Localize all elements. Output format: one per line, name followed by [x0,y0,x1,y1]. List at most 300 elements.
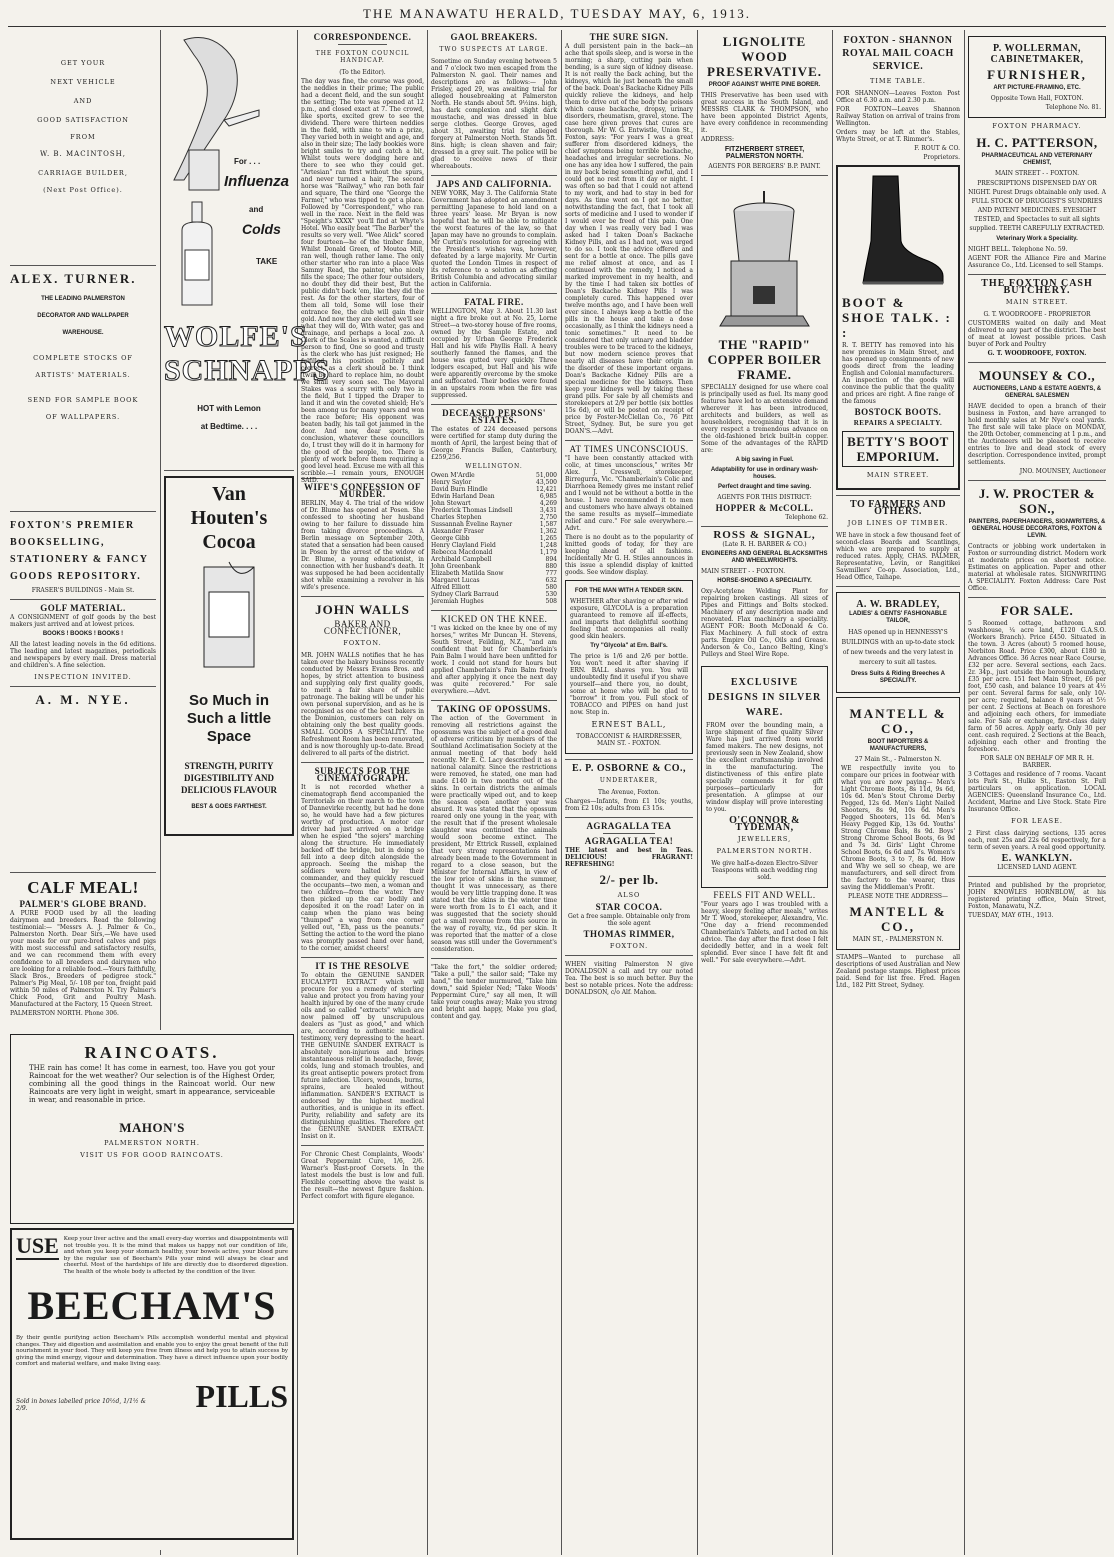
estate-row [431,486,557,493]
section-heading: FEELS FIT AND WELL. [713,890,816,900]
divider [10,872,156,873]
estate-value: 4,269 [539,500,557,507]
ad-signature: ERNEST BALL, [591,720,667,729]
estate-name: Alexander Fraser [431,528,484,535]
article-body: The estates of 224 deceased persons were certified for stamp duty during the month of April, the largest being that of George Francis Bullen, Canterbury, £259,256. [431,426,557,461]
ad-text: WHETHER after shaving or after wind exposure, GLYCOLA is a preparation guaranteed to remove all ill-effects, and imparts that delightful soothing feeling that accompanies all really good skin healers. [570,598,688,640]
divider [10,686,156,687]
copper-boiler-illustration [701,181,828,331]
ad-address: TOBACCONIST & HAIRDRESSER, MAIN ST. - FOXTON. [576,733,682,747]
ad-line: THE LEADING PALMERSTON [41,296,125,302]
column-3 [301,30,424,1555]
estate-row [431,500,557,507]
ad-line: Veterinary Work a Speciality. [996,236,1078,242]
ad-text: THE latest and best in Teas. DELICIOUS! FRAGRANT! REFRESHING! [565,847,693,868]
article-body: To obtain the GENUINE SANDER EUCALYPTI EXTRACT which will procure for you a remedy of sterling value and protect you from having your health injured by one of the many crude oils and so called "extracts" which are now palmed off by unscrupulous dealers as "just as good," and which are, according to authentic medical testimony, very depressing to the heart. THE GENUINE SANDER EXTRACT is absolutely non-injurious and brings instantaneous relief in headache, fever, colds, lung and stomach troubles, and its great antiseptic powers protect from future infection. Ulcers, wounds, burns, sprains, are healed without inflammation. SANDER'S EXTRACT is endorsed by the highest medical authorities, and is unique in its effect. Purity, reliability and safety are its distinguishing qualities. Therefore get the GENUINE SANDER EXTRACT. Insist on it. [301,972,424,1140]
ad-text: CUSTOMERS waited on daily and Meat delivered to any part of the district. The best of meat at lowest possible prices. Cash buyer of Pork and Poultry [968,320,1106,348]
estate-name: Rebecca Macdonald [431,549,493,556]
section-heading: IT IS THE RESOLVE [315,961,410,971]
ad-word: USE [16,1233,59,1258]
column-divider [561,30,562,1555]
ad-line: W. B. MACINTOSH, [39,150,127,158]
ad-signature: MAHON'S [119,1120,185,1135]
article-body: The day was fine, the course was good, the neddies in their prime; The public had a decent field, and the sun sought the setting; The tote was opened at 12 p.m., and closed exact at 7. The crowd, like sports, excited grew to see the dividend. There were thirteen neddies in the field, with nine to win a prize, They varied both in weight and age, and also in their size; The lady bookies wore bright smiles to try and catch a bit, Whilst touts were dodging here and there to see who they could get. "Artesian" ran first without the spurs, and never turned a hair, The second horse was "Railway," who ran both fair and square, The third one "George the Farmer," who was tipped to get a place. Followed by "Correspondent," who ran well in the race. Next in the field was "Speight's XXXX" you'll find at Whyte's Hotel. Who easily beat "The Barber" the results so very well. "Wee Alick" scored four fourteen—he of the timber fame, Whilst Donald Green, of Moutoa Mill, ran well, though rather lame. The only other starter who ran into a place Was Sammy Read, the painter, who nicely fills the space; The other four outsiders, no doubt they did their best, But the public didn't back 'em, like they did the rest. As for the other starters, four of them all told, Some will lose their entrance fee, the club will gain their gold. And now they are elected we'll see what they will do, With water, gas and drainage, and perhaps a local zoo. A Clerk of the Scales is wanted, a difficult person to find, One so good and trusty as the clerk who has just resigned; He fulfilled his position politely and correct, as a clerk should be. I think 'twill be hard to replace him, no doubt we shall very soon see. The Mayoral Stakes was a scurry with only two in the field, But I tipped the Draper to land it and win the coveted shield; He's been among us for many years and won the race before; His opponent was beaten badly, his tail got jammed in the door. And now, dear sports, in conclusion, whatever these councillors do, I trust they will do it in harmony for the good of the people, too. There is plenty of work before them requiring a good level head. Excuse me with all this scribble.—I remain yours, ENOUGH SAID. [301,78,424,484]
estate-name: Alfred Elliott [431,584,471,591]
ad-line: (Next Post Office). [43,186,123,194]
estate-value: 51,000 [536,472,557,479]
ad-brand: WOLFE'S SCHNAPPS [164,320,331,387]
ad-line: WAREHOUSE. [62,330,104,336]
ad-line: CARRIAGE BUILDER, [38,169,128,177]
divider [603,833,654,834]
estate-name: Frederick Thomas Lindsell [431,507,513,514]
ad-text: All the latest leading novels in the 6d editions. The leading and latest magazines, periodicals and newspapers by every mail. Dress material and children's. A fine selection. [10,641,156,669]
ad-title: RAINCOATS. [84,1043,220,1062]
ad-title: JOHN WALLS [315,602,410,617]
ad-signature: O'CONNOR & TYDEMAN, [729,815,800,833]
ad-signature: JNO. MOUNSEY, Auctioneer [1019,468,1106,475]
ad-text: The price is 1/6 and 2/6 per bottle. You won't need it after shaving if ERN. BALL shaves you. You will undoubtedly find it useful if you shave yourself—and there you, no doubt, some at home who will be glad to "borrow" it from you. Full stock of TOBACCO and PIPES on hand just now. Step in. [570,653,688,716]
mantell-ad [836,697,960,950]
ad-line: OF WALLPAPERS. [45,413,121,421]
section-heading: JAPS AND CALIFORNIA. [436,179,552,189]
article-body: "I have been constantly attacked with colic, at times unconscious," writes Mr Alex. J. Cresswell, storekeeper, Birregurra, Vic. "Chamberlain's Colic and Diarrhoea Remedy gives me instant relief and I would not be without a bottle in the house. I have recommended it to men and customers who have always obtained the same results as myself—immediate relief and cure." For sale everywhere.—Advt. [565,455,693,532]
estate-name: George Gibb [431,535,470,542]
ad-title: FOR THE MAN WITH A TENDER SKIN. [574,588,684,594]
ad-title: ROSS & SIGNAL, [713,529,816,541]
imprint-date: TUESDAY, MAY 6TH., 1913. [968,912,1054,919]
ad-address: MAIN ST., - PALMERSTON N. [852,936,944,943]
article-subheading: TWO SUSPECTS AT LARGE. [439,46,549,53]
ad-title: FURNISHER, [987,67,1087,82]
section-heading: GAOL BREAKERS. [450,32,538,42]
ad-text: WE have in stock a few thousand feet of second-class Boards and Scantlings, which we are prepared to supply at reduced rates. Apply, CHAS. PALMER, Representative, Levin, or Rangitikei Sawmillers' Co-op. Association, Ltd., Head Office, Taihape. [836,532,960,581]
estate-row [431,528,557,535]
estate-name: Edwin Harland Dean [431,493,495,500]
ad-text: 3 Cottages and residence of 7 rooms. Vacant lots Park St., Hulke St., Easton St. Full particulars on application. LOCAL AGENCIES: Queensland Insurance Co., Ltd. Accident, Marine and Live Stock. State Fire Insurance Office. [968,771,1106,813]
ad-line: PLEASE NOTE THE ADDRESS— [847,893,949,900]
ad-address: MAIN STREET. [866,471,930,479]
ad-brand: BEECHAM'S [27,1283,277,1328]
ad-line: G. T. WOODROOFE - PROPRIETOR [983,311,1091,318]
divider [431,700,557,701]
article-body: "Four years ago I was troubled with a heavy, sleepy feeling after meals," writes Mr T. Wood, storekeeper, Alexandra, Vic. "One day a friend recommended Chamberlain's Tablets, and I acted on his advice. The day after the first dose I felt decidedly better, and in a week felt splendid. Ever since I have felt fit and well." For sale everywhere.—Advt. [701,901,828,964]
wolfes-schnapps-ad [164,30,331,465]
ad-tagline: So Much in Such a little Space [186,692,272,745]
article-body: "Take the fort," the soldier ordered; "Take a pull," the sailor said; "Take my hand," the tender murmured, "Take him down," said Spieler Ned; "Take Woods' Peppermint Cure," say all men, It will take your coughs away; Make you strong and bright and happy, Make you glad, content and gay. [431,964,557,1020]
divider [10,599,156,600]
divider [431,610,557,611]
ad-address: MAIN STREET. [1005,298,1069,306]
section-heading: FATAL FIRE. [464,297,524,307]
ad-line: GOOD SATISFACTION [37,116,129,124]
ad-text: 5 Roomed cottage, bathroom and washhouse, ¼ acre land, £120 G.A.S.O. (Workers Branch). Price £450. Situated in the town. 3 Acres (about) 5 roomed house, Norbiton Road. Price £300, about £180 in Advances Office. 36 Acres near Race Course, £32 per acre. Several sections, each 2acs. 2r. 34p., just outside the borough boundary, £35 per acre. 151 feet Main Street, £6 per foot, £50 cash, and balance 10 years at 4½ per cent. Several farms for sale, only 10/- per acre; required, balance 8 years at 5½ per cent. 2 Sections at Beach on foreshore and adjoining each others, for immediate sale. For Sale or exchange, first-class dairy farm of 50 acres. Apply early. Only 30 per cent. cash required. 2 Sections at the Beach, adjoining each other and fronting the foreshore. [968,620,1106,753]
divider [301,1145,424,1146]
estate-row [431,535,557,542]
ad-title: FOXTON PHARMACY. [992,122,1082,130]
estate-row [431,521,557,528]
ad-line: INSPECTION INVITED. [34,673,132,681]
ad-signature: THOMAS RIMMER, [583,929,675,939]
ad-subtitle: LADIES' & GENTS' FASHIONABLE TAILOR, [849,611,947,624]
ad-line: AGENTS FOR BERGERS' B.P. PAINT. [708,163,821,170]
ad-title: H. C. PATTERSON, [976,135,1098,150]
estate-value: 1,265 [539,535,557,542]
estate-name: Sydney Clark Barraud [431,591,499,598]
ad-line: and [249,205,264,214]
masthead: THE MANAWATU HERALD, TUESDAY MAY, 6, 1913. [363,6,751,21]
article-body: BERLIN, May 4. The trial of the widow of Dr. Blume has opened at Posen. She confessed to shooting her husband owing to her failure to dissuade him from taking divorce proceedings. A Berlin message on September 20th, stated that a sensation had been caused in Posen by the arrest of the widow of Dr. Blume, a young educationist, in connection with her husband's death. It was supposed he had been accidentally shot while examining a revolver in his wife's presence. [301,500,424,591]
ad-title: BOOT & SHOE TALK. : : [842,295,952,340]
ad-line: STRENGTH, PURITY DIGESTIBILITY AND DELICIOUS FLAVOUR [181,761,277,795]
divider [338,44,387,45]
estate-row [431,563,557,570]
ad-subtitle: JOB LINES OF TIMBER. [847,519,949,527]
ad-text: 2 First class dairying sections, 135 acres each, rent 25s and 22s 6d respectively, for a term of seven years. A real good opportunity. [968,830,1106,851]
ad-subtitle: TIME TABLE. [870,77,926,85]
divider [164,470,294,471]
divider [431,958,557,959]
ad-line: NEXT VEHICLE [50,78,116,86]
article-body: For Chronic Chest Complaints, Woods' Great Peppermint Cure, 1/6, 2/6. Warner's Rust-proof Corsets. In the latest models the bust is low and full. Flexible corsetting above the waist is the result—the newest figure fashion. Perfect comfort with figure elegance. [301,1151,424,1200]
divider [968,274,1106,275]
estate-name: Charles Stephen [431,514,482,521]
schnapps-bottle-icon [172,200,222,310]
divider [565,759,693,760]
ad-phone: Telephone 62. [785,514,828,521]
divider [301,478,424,479]
estate-value: 777 [545,570,557,577]
estate-name: Sussannah Eveline Rayner [431,521,513,528]
ad-text: THE rain has come! It has come in earnest, too. Have you got your Raincoat for the wet weather? Our selection is of the Highest Order, combining all the good things in the Raincoat world. Our new Raincoats are very light in weight, smart in appearance, serviceable in wear, and reasonable in price. [29,1064,275,1104]
estate-value: 1,248 [539,542,557,549]
ad-line: Dress Suits & Riding Breeches A SPECIALITY. [851,671,945,684]
estate-row [431,493,557,500]
ad-signature: F. ROUT & CO. [914,145,960,152]
estate-value: 632 [545,577,557,584]
ad-address: PALMERSTON NORTH. [104,1139,200,1147]
ad-text: Orders may be left at the Stables, Whyte Street, or at T. Rimmer's. [836,129,960,143]
ad-address: PALMERSTON NORTH. Phone 306. [10,1010,119,1017]
ad-subtitle: FOR LEASE. [1011,817,1063,825]
ad-text: FROM over the bounding main, a large shipment of fine quality Silver Ware has just arrived from world famed makers. The new designs, not previously seen in New Zealand, show the excellent craftsmanship involved in the manufacturing. The distinctiveness of this entire plate specially commends it for gift purposes—particularly for presentation. A glimpse at our window display will prove interesting to you. [706,722,823,813]
ad-text: A CONSIGNMENT of golf goods by the best makers just arrived and at lowest prices. [10,614,156,628]
imprint: Printed and published by the proprietor, JOHN KNOWLES HORNBLOW, at his registered printing office, Main Street, Foxton, Manawatu, N.Z. [968,882,1106,910]
nye-ad [10,517,156,867]
divider [701,175,828,176]
turner-ad [10,271,156,506]
section-heading: AT TIMES UNCONSCIOUS. [569,444,689,454]
raincoats-ad [10,1034,294,1224]
ad-text: SPECIALLY designed for use where coal is principally used as fuel. Its many good features have led to an extensive demand wherever it has been introduced, architects and builders, as well as householders, recognising that it is in every respect a tremendous advance on the old-fashioned brick built-in copper. Some of the advantages of the RAPID are: [701,384,828,454]
ernest-ball-ad [565,580,693,754]
divider [565,817,693,818]
ad-title: ALEX. TURNER. [10,271,137,286]
ad-line: A big saving in Fuel. [735,457,794,463]
ad-signature: MANTELL & CO., [849,904,947,934]
estate-value: 3,431 [539,507,557,514]
article-body: WELLINGTON, May 3. About 11.30 last night a fire broke out at No. 25, Lorne Street—a two-storey house of five rooms, owned by the Sample Estate, and occupied by Urban George Frederick Hall and his wife Phyllis Hall. A heavy southerly fanned the flames, and the house was gutted very quickly. Three lodgers escaped, but Hall and his wife were apparently overcome by the smoke and suffocated. Their bodies were found in an upstairs room when the fire was suppressed. [431,308,557,399]
article-body: "I was kicked on the knee by one of my horses," writes Mr Duncan H. Stevens, South Street, Feilding, N.Z., "and am confident that but for Chamberlain's Pain Balm I would have been unfitted for work. I could not stand for hours but applied Chamberlain's Pain Balm freely and after applying it once the next day was quite recovered." For sale everywhere.—Advt. [431,625,557,695]
article-body: There is no doubt as to the popularity of knitted goods of today, for they are keeping ahead of all fashions. Incidentally Mr G. H. Stiles announces in this issue a splendid display of knitted goods. See window display. [565,534,693,576]
column-divider [697,30,698,1555]
boot-illustration [843,171,953,291]
divider [701,526,828,527]
ad-line: ALSO [617,891,641,899]
ad-word: PILLS [195,1377,288,1414]
column-divider [297,30,298,1555]
estate-value: 1,179 [539,549,557,556]
ad-line: FROM [70,133,96,141]
section-heading: TAKING OF OPOSSUMS. [437,704,551,714]
ad-address: FOXTON. [609,942,649,950]
ad-title: AGRAGALLA TEA [586,821,672,831]
divider [968,362,1106,363]
ad-title: MANTELL & CO., [849,706,947,736]
estate-value: 1,362 [539,528,557,535]
divider [968,597,1106,598]
column-5 [565,30,693,1555]
betty-boot-ad [836,165,960,490]
ad-subtitle: AUCTIONEERS, LAND & ESTATE AGENTS, & GENERAL SALESMEN [972,386,1102,399]
ad-subtitle: ENGINEERS AND GENERAL BLACKSMITHS AND WHEELWRIGHTS. [701,551,828,564]
ad-signature: A. M. NYE. [35,692,131,707]
estate-row [431,542,557,549]
ad-text: Charges—Infants, from £1 10s; youths, from £2 10s; adults from £3 15s. [565,798,693,812]
ad-line: STAR COCOA. [595,902,663,912]
cocoa-tin-icon [199,562,259,672]
ad-subtitle: PALMER'S GLOBE BRAND. [19,899,147,909]
divider [301,957,424,958]
ad-subtitle: UNDERTAKER, [599,777,659,784]
ad-phone: Telephone No. 81. [1045,104,1101,111]
ad-title: CALF MEAL! [27,878,139,897]
ad-signature: E. WANKLYN. [1001,853,1073,864]
silverware-ad [701,666,828,888]
estate-value: 12,421 [536,486,557,493]
divider [431,175,557,176]
ad-heading: BOOKS ! BOOKS ! BOOKS ! [42,631,124,637]
ad-subtitle: JEWELLERS, [737,835,792,843]
estate-name: Henry Saylor [431,479,472,486]
section-heading: SUBJECTS FOR THE CINEMATOGRAPH. [314,766,411,783]
masthead-rule [8,26,1106,27]
ad-text: PRESCRIPTIONS DISPENSED DAY OR NIGHT. Purest Drugs obtainable only used. A FULL STOCK OF DRUGGIST'S SUNDRIES AND PATENT MEDICINES. EYESIGHT TESTED, and Spectacles to suit all sights supplied. TEETH CAREFULLY EXTRACTED. [968,180,1106,232]
van-houten-ad [164,476,294,836]
column-8 [968,30,1106,1555]
ad-address: MAIN STREET - - FOXTON. [701,568,786,575]
ad-line: Adaptability for use in ordinary wash-houses. [710,467,819,480]
article-body: NEW YORK, May 3. The California State Government has adopted an amendment permitting Japanese to hold land on a three years' lease. Mr Bryan is now hopeful that he will be able to mitigate the worst features of the law, so that Japan may have no grounds to complain. Mr Curtin's resolution for agreeing with the President's wishes was, however, defeated by a large majority. Mr Curtin quoted the London Times in respect of its reference to a solution as affecting British Columbia and advocating similar action in California. [431,190,557,288]
ad-text: WE respectfully invite you to compare our prices in footwear with what you are now paying— Men's Light Chrome Boots, 8s 11d, 9s 6d, 10s 6d. Men's Stout Chrome Derby Pegged, 12s 6d. Men's Light Nailed Shooters, 8s 9d, 10s 6d. Men's Pegged Shooters, 11s 6d. Men's Heavy Pegged Kip, 13s 6d. Youths' Strong Chrome Bals, 8s 9d. Boys' Strong Chrome School Boots, 6s 9d and 7s 3d. Girls' Light Chrome School Boots, 6s 6d and 7s. Women's Chrome Boots, 3 to 7, 8s 6d. How and Why we sell so cheap, we are manufacturers, and sell direct from the factory to the wearer, thus saving the Middleman's Profit. [841,765,955,891]
ad-brand: Van Houten's Cocoa [190,483,268,553]
estate-name: John Stewart [431,500,471,507]
ad-text: Get a free sample. Obtainable only from the sole agent [567,913,691,927]
ad-address: MAIN STREET - - FOXTON. [994,170,1080,177]
section-heading: DECEASED PERSONS' ESTATES. [442,408,546,425]
estate-value: 508 [545,598,557,605]
column-divider [832,30,833,1555]
ad-line: Influenza [224,173,290,190]
divider [968,876,1106,877]
ad-title: EXCLUSIVE DESIGNS IN SILVER WARE. [707,677,822,718]
ad-title: THE FOXTON CASH BUTCHERY. [981,278,1093,296]
ad-signature: G. T. WOODROOFE, FOXTON. [987,350,1087,357]
estate-name: Henry Clayland Field [431,542,496,549]
article-dateline: (To the Editor). [339,69,386,76]
ad-subtitle: BOOT IMPORTERS & MANUFACTURERS, [867,739,929,752]
ad-signature: Proprietors. [923,154,960,161]
ad-line: Perfect draught and time saving. [717,484,812,490]
ad-title: THE "RAPID" COPPER BOILER FRAME. [707,337,822,382]
ad-text: AGENT FOR the Alliance Fire and Marine Assurance Co., Ltd. Licensed to sell Stamps. [968,255,1106,269]
estate-value: 880 [545,563,557,570]
article-body: It is not recorded whether a cinematograph fiend accompanied the Territorials on their march to the town of Dannevirke recently, but had he done so, he would have had a few pictures worthy of production. A motor car driver had just arrived on a bridge when he espied "the sojers" marching along the structure. He immediately backed off the bridge, but in doing so fell into a deep ditch alongside the approach. Seeing the mishap the soldiers were halted by their commander, and they quickly rescued the occupants—two men, a woman and two children—from the water. They then picked up the car bodily and deposited it on the road! Later on in camp when the piano was being "thumped" a wag from one corner yelled out, "Eh, pass us the peanuts." Setting the action to the word the piano was promptly passed hand over hand, to the corner, amidst cheers! [301,784,424,952]
ad-text: A PURE FOOD used by all the leading dairymen and breeders. Read the following testimonial:— "Messrs A. J. Palmer & Co., Palmerston North. Dear Sirs,—We have used your meals for our pure-bred calves and pigs with most successful and satisfactory results, and we can recommend them with every confidence to all breeders and dairymen who are looking for a reliable food.—Yours faithfully, Slack Bros., Breeders of pedigree stock." Palmer's Pig Meal, 5/- 108 per ton, freight paid within 50 miles of Palmerston N. Try Palmer's Chick Food, Grit and Poultry Mash. Manufactured at the Factory, 15 Queen Street. [10,910,156,1008]
ad-line: ARTISTS' MATERIALS. [35,371,131,379]
ad-title: E. P. OSBORNE & CO., [571,763,687,774]
divider [565,955,693,956]
ad-label: AGENTS FOR THIS DISTRICT: [717,494,812,501]
ad-line: at Bedtime. . . . [200,422,258,431]
ad-text: We give half-a-dozen Electro-Silver Teaspoons with each wedding ring sold. [711,860,818,881]
ad-line: AND [73,97,93,105]
divider [431,404,557,405]
estate-name: Jeremiah Hughes [431,598,484,605]
ad-heading: GOLF MATERIAL. [40,603,126,613]
ad-line: SEND FOR SAMPLE BOOK [27,396,139,404]
divider [431,293,557,294]
ad-subtitle: CABINETMAKER, [990,54,1084,65]
bradley-ad [836,592,960,693]
ad-signature: BETTY'S BOOT EMPORIUM. [842,431,954,467]
article-body: A dull persistent pain in the back—an ache that spoils sleep, and is worse in the morning; a sharp, cutting pain when bending, is a sure sign of kidney disease. It is not really the back aching, but the kidneys, which lie just beneath the small of the back. Doan's Backache Kidney Pills quickly relieve the kidneys, and help them to drive out of the body the poisons which cause backache, dropsy, urinary disorders, rheumatism, gravel, stone. The case here given proves that cures are thorough. Mr W. G. Entwistle, Union St., Foxton, says: "For years I was a great sufferer from disordered kidneys, the chief symptoms being terrible backache, headaches and irregular secretions. No one has any idea how I suffered, the pain in my back being something awful, and I could get no rest from it day or night. I was often so bad that I could not attend to my work, and had to stay in bed for days. As time went on I got no better, notwithstanding the fact, that I took all sorts of medicine and I used to wonder if I would ever be freed of this pain. One day when I was really very bad I was asked had I taken Doan's Backache Kidney Pills, and as I had not, was urged to do so. I took the advice offered and sent for a bottle at once. The pills gave me relief almost at once, and as I continued with the remedy, I noticed a marked improvement in my health, and by the time I had taken six bottles of Doan's Backache Kidney Pills I was completely cured. This happened over twelve months ago, and I have been well ever since. I always keep a bottle of the pills in the house and take a dose occasionally, as I think the kidneys need a tonic sometimes." It need to be considered that only urinary and bladder troubles were to be traced to the kidneys, but now modern science proves that nearly all diseases have their origin in the disorder of these important organs. Doan's Backache Kidney Pills are a special medicine for the kidneys. Then keep your kidneys well by taking these grand pills. For sale by all chemists and storekeepers at 2/9 per bottle (six bottles 15s 6d), or will be posted on receipt of price by Foster-McClellan Co., 76 Pitt Street, Sydney. But, be sure you get DOAN'S.—Advt. [565,43,693,435]
estate-value: 1,587 [539,521,557,528]
ad-line: HOT with Lemon [197,404,261,413]
hand-pointing-illustration [164,30,294,190]
estate-row [431,598,557,605]
ad-address: FRASER'S BUILDINGS - Main St. [31,587,135,594]
estate-value: 580 [545,584,557,591]
ad-text: R. T. BETTY has removed into his new premises in Main Street, and has opened up consignments of new goods direct from the leading English and Colonial manufacturers. An inspection of the goods will convince the public that the quality and prices are right. A fine range of the famous [842,342,954,405]
ad-subtitle: PHARMACEUTICAL AND VETERINARY CHEMIST, [981,153,1093,166]
ad-text: By their gentle purifying action Beecham's Pills accomplish wonderful mental and physical changes. They aid digestion and assimilation and enable you to enjoy the great benefit of the full nourishment in your food. They will keep you free from illness and help you to attain success by giving the mind energy, vigour and determination. They have a direct influence upon your bodily comfort and material welfare, and make living easy. [16,1335,288,1367]
column-6 [701,30,828,1555]
ad-title: FOXTON - SHANNON ROYAL MAIL COACH SERVICE. [842,35,954,72]
ad-line: ART PICTURE-FRAMING, ETC. [993,85,1081,91]
ad-title: MOUNSEY & CO., [978,368,1096,383]
ad-line: DECORATOR AND WALLPAPER [37,313,129,319]
ad-line: FOR SALE ON BEHALF OF MR R. H. BARBER. [980,755,1094,769]
ad-line: NIGHT BELL. Telephone No. 59. [968,246,1068,253]
section-heading: CORRESPONDENCE. [313,32,412,42]
beecham-ad [10,1228,294,1540]
ad-line: TAKE [256,257,278,266]
estate-name: Elizabeth Matilda Snow [431,570,504,577]
divider [968,480,1106,481]
estate-row [431,514,557,521]
section-heading: WIFE'S CONFESSION OF MURDER. [303,482,422,499]
ad-price: 2/- per lb. [599,872,659,887]
ad-title: FOR SALE. [1000,603,1074,618]
ad-title: LIGNOLITE WOOD PRESERVATIVE. [706,34,822,79]
ad-text: HAVE decided to open a branch of their business in Foxton, and have arranged to hold monthly sales at Mr Nye's coal yards. The first sale will take place on MONDAY, the 20th October, commencing at 1 p.m., and the Auctioneers will be pleased to receive entries to live and dead stock of every description. Correspondence invited, prompt settlements. [968,403,1106,466]
ad-text: THIS Preservative has been used with great success in the South Island, and MESSRS CLARK & THOMPSON, who have been appointed District Agents, have every confidence in recommending it. [701,92,828,134]
estate-name: Archibald Campbell [431,556,492,563]
estate-row [431,570,557,577]
ad-subtitle: LICENSED LAND AGENT. [997,864,1077,871]
ad-address: The Avenue, Foxton. [597,789,661,796]
divider [565,440,693,441]
ad-title: TO FARMERS AND OTHERS. [849,499,947,517]
ad-text: STAMPS—Wanted to purchase all descriptions of used Australian and New Zealand postage stamps. Highest prices paid. Send for list free. Fred. Hagen Ltd., 182 Pitt Street, Sydney. [836,954,960,989]
ad-text: Oxy-Acetylene Welding Plant for repairing broken castings. All sizes of Pipes and Fittings and Bolts stocked. Machinery of any description made and renovated. Flax machinery a speciality. AGENT FOR: Booth McDonald & Co. Flax Machinery. A full stock of extra parts. Empire Oil Co., Oils and Grease. Anderson & Co., Lanco Belting, King's Pulleys and Steel Wire Rope. [701,588,828,658]
ad-line: GET YOUR [60,59,106,67]
ad-text: Keep your liver active and the small every-day worries and disappointments will not trouble you. It is the mind that makes us happy not our condition of life, and when you keep your stomach healthy, your bowels active, your blood pure by the regular use of Beecham's Pills your mind will always be clear and cheerful. Most of the hardships of life are directly due to disordered digestion. The health of the whole body is affected by the condition of the liver. [63,1236,288,1275]
ad-address: 27 Main St., - Palmerston N. [854,756,942,763]
estate-name: Margaret Lucas [431,577,480,584]
ad-text: HAS opened up in HENNESSY'S BUILDINGS with an up-to-date stock of new tweeds and the very latest in mercery to suit all tastes. [841,629,955,666]
estate-list [431,472,557,605]
column-divider [964,30,965,1555]
estate-value: 2,750 [539,514,557,521]
divider [836,495,960,496]
ad-line: VISIT US FOR GOOD RAINCOATS. [80,1151,224,1159]
ad-line: BEST & GOES FARTHEST. [191,804,267,810]
ad-subtitle: PROOF AGAINST WHITE PINE BORER. [708,82,821,88]
estate-row [431,507,557,514]
ad-text: Contracts or jobbing work undertaken in Foxton or surrounding district. Modern work at moderate prices on shortest notice. Estimates on application. Paper and other material at wholesale rates. SIGNWRITING A SPECIALITY. Foxton Address: Care Post Office. [968,543,1106,592]
estate-name: John Greenbank [431,563,481,570]
article-body: The action of the Government in removing all restrictions against the opossums was the subject of a good deal of adverse criticism by members of the Southland Acclimatisation Society at the annual meeting of that body held recently. Mr E. C. Lacy described it as a national calamity. Since the restrictions were removed, he stated, one man had made £140 in two months out of the skins. In certain districts the animals were practically wiped out, and to keep the season open another year was absurd. It was stated that the opossum reared only one young in the year, with the result that if the present wholesale slaughter was continued the animals would soon become extinct. The president, Mr Ettrick Russell, explained that very strong representations had already been made to the Government in regard to a close season, but the Minister for Internal Affairs, in view of the low price of skins in the summer, thought it was unnecessary, as there would be very little trapping done. It was stated that the skins in the winter time were worth from 1s to £1 each, and it was suggested that the society should get a small revenue from this source in the way of royalty, viz., 6d per skin. It was reported that the matter of a close season was still under the Government's consideration. [431,715,557,953]
ad-label: ADDRESS: [701,136,734,143]
section-heading: KICKED ON THE KNEE. [440,614,548,624]
ad-line: For . . . [234,157,261,166]
ad-title: A. W. BRADLEY, [856,599,940,610]
ad-line: Try "Glycola" at Ern. Ball's. [590,643,668,649]
estate-value: 894 [545,556,557,563]
ad-address: PALMERSTON NORTH. [716,847,813,855]
ad-line: COMPLETE STOCKS OF [33,354,133,362]
estate-row [431,591,557,598]
ad-line: BOSTOCK BOOTS. [854,407,942,417]
macintosh-ad [10,30,156,260]
ad-address: Opposite Town Hall, FOXTON. [990,95,1084,102]
divider [301,596,424,597]
ad-line: REPAIRS A SPECIALTY. [853,419,943,427]
column-7 [836,30,960,1555]
column-4 [431,30,557,1555]
article-dateline: WELLINGTON. [465,463,523,470]
ad-address: FITZHERBERT STREET, PALMERSTON NORTH. [724,146,805,160]
ad-title: J. W. PROCTER & SON., [978,486,1096,516]
article-body: Sometime on Sunday evening between 5 and 7 o'clock two men escaped from the Palmerston N. gaol. Their names and descriptions are as follows:— John Frisley, aged 29, was awaiting trial for alleged housebreaking at Palmerston North. He stands about 5ft. 9½ins. high, has dark complexion and slight dark moustache, and was dressed in blue serge clothes. George Groves, aged about 31, awaiting trial for alleged forgery at Palmerston North. Stands 5ft. 8ins. high; is clean shaven and fair; dressed in a grey suit. The police will be glad to receive news of their whereabouts. [431,58,557,170]
calf-meal-ad [10,878,156,1017]
ad-signature: HOPPER & McCOLL. [715,503,814,513]
beecham-block [10,1030,294,1550]
ad-text: WHEN visiting Palmerston N give DONALDSON a call and try our noted Tea. The best is so much better. Buy the best so notable prices. Note the address: DONALDSON, c/o Alf. Mahon. [565,961,693,996]
estate-row [431,479,557,486]
estate-row [431,577,557,584]
article-subheading: THE FOXTON COUNCIL HANDICAP. [315,50,410,64]
estate-name: Owen M'Ardle [431,472,475,479]
ad-title: FOXTON'S PREMIER BOOKSELLING, STATIONERY & FANCY GOODS REPOSITORY. [10,520,149,582]
divider [836,586,960,587]
column-divider [427,30,428,1555]
divider [10,511,156,512]
ad-line: HORSE-SHOEING A SPECIALITY. [717,578,812,584]
estate-value: 530 [545,591,557,598]
